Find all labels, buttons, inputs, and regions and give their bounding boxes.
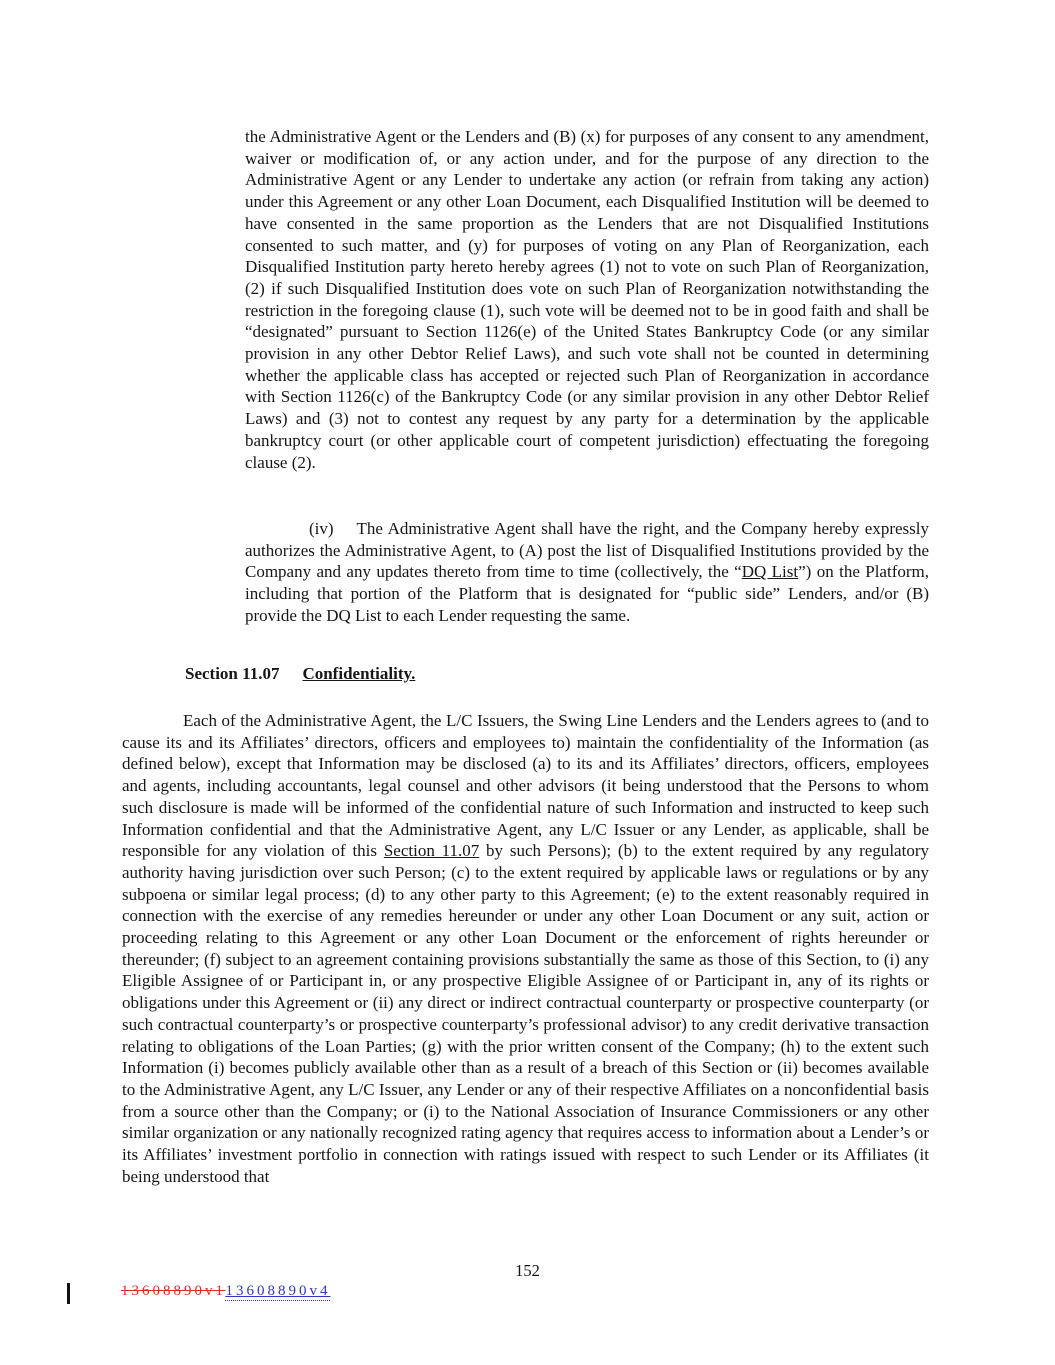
revision-change-bar — [67, 1283, 70, 1304]
text-run: ”) on the Platform, including that portion of the Platform that is designated for “public side” Lenders, and/or (B) provide the DQ List to each Lender requesting the same. — [245, 562, 929, 625]
text-run: by such Persons); (b) to the extent required by any regulatory authority having jurisdiction over such Person; (c) to the extent required by applicable laws or regulations or by any subpoena or similar legal process; (d) to any other party to this Agreement; (e) to the extent reasonably required in connection with the exercise of any remedies hereunder or under any other Loan Document or any suit, action or proceeding relating to this Agreement or any other Loan Document or the enforcement of rights hereunder or thereunder; (f) subject to an agreement containing provisions substantially the same as those of this Section, to (i) any Eligible Assignee of or Participant in, or any prospective Eligible Assignee of or Participant in, any of its rights or obligations under this Agreement or (ii) any direct or indirect contractual counterparty or prospective counterparty (or such contractual counterparty’s or prospective counterparty’s professional advisor) to any credit derivative transaction relating to obligations of the Loan Parties; (g) with the prior written consent of the Company; (h) to the extent such Information (i) becomes publicly available other than as a result of a breach of this Section or (ii) becomes available to the Administrative Agent, any L/C Issuer, any Lender or any of their respective Affiliates on a nonconfidential basis from a source other than the Company; or (i) to the National Association of Insurance Commissioners or any other similar organization or any nationally recognized rating agency that requires access to information about a Lender’s or its Affiliates’ investment portfolio in connection with ratings issued with respect to such Lender or its Affiliates (it being understood that — [122, 841, 929, 1186]
paragraph-clause-b-continuation: the Administrative Agent or the Lenders and (B) (x) for purposes of any consent to any amendment, waiver or modification of, or any action under, and for the purpose of any direction to the Administrative Agent or any Lender to undertake any action (or refrain from taking any action) under this Agreement or any other Loan Document, each Disqualified Institution will be deemed to have consented in the same proportion as the Lenders that are not Disqualified Institutions consented to such matter, and (y) for purposes of voting on any Plan of Reorganization, each Disqualified Institution party hereto hereby agrees (1) not to vote on such Plan of Reorganization, (2) if such Disqualified Institution does vote on such Plan of Reorganization notwithstanding the restriction in the foregoing clause (1), such vote will be deemed not to be in good faith and shall be “designated” pursuant to Section 1126(e) of the United States Bankruptcy Code (or any similar provision in any other Debtor Relief Laws), and such vote shall not be counted in determining whether the applicable class has accepted or rejected such Plan of Reorganization in accordance with Section 1126(c) of the Bankruptcy Code (or any similar provision in any other Debtor Relief Laws) and (3) not to contest any request by any party for a determination by the applicable bankruptcy court (or other applicable court of competent jurisdiction) effectuating the foregoing clause (2). — [245, 127, 929, 472]
section-title: Confidentiality. — [302, 664, 416, 683]
underlined-reference: DQ List — [741, 562, 799, 582]
document-version-line — [121, 1283, 330, 1300]
clause-iv-text — [245, 519, 929, 625]
paragraph-confidentiality — [122, 710, 929, 1187]
section-number: Section 11.07 — [185, 664, 280, 683]
page-number: 152 — [515, 1261, 540, 1280]
clause-iv-label: (iv) — [309, 519, 334, 538]
text-run: Each of the Administrative Agent, the L/C Issuers, the Swing Line Lenders and the Lenders agrees to (and to cause its and its Affiliates’ directors, officers and employees to) maintain the confidentiality of the Information (as defined below), except that Information may be disclosed (a) to its and its Affiliates’ directors, officers, employees and agents, including accountants, legal counsel and other advisors (it being understood that the Persons to whom such disclosure is made will be informed of the confidential nature of such Information and instructed to keep such Information confidential and that the Administrative Agent, any L/C Issuer or any Lender, as applicable, shall be responsible for any violation of this — [122, 711, 929, 861]
inserted-doc-id: 13608890v4 — [225, 1283, 331, 1299]
text-run: The Administrative Agent shall have the right, and the Company hereby expressly authorizes the Administrative Agent, to (A) post the list of Disqualified Institutions provided by the Company and any updates thereto from time to time (collectively, the “ — [245, 519, 929, 582]
paragraph-clause-iv — [245, 518, 929, 627]
section-heading — [185, 664, 415, 684]
deleted-doc-id: 13608890v1 — [121, 1283, 226, 1299]
underlined-reference: Section 11.07 — [383, 841, 480, 861]
